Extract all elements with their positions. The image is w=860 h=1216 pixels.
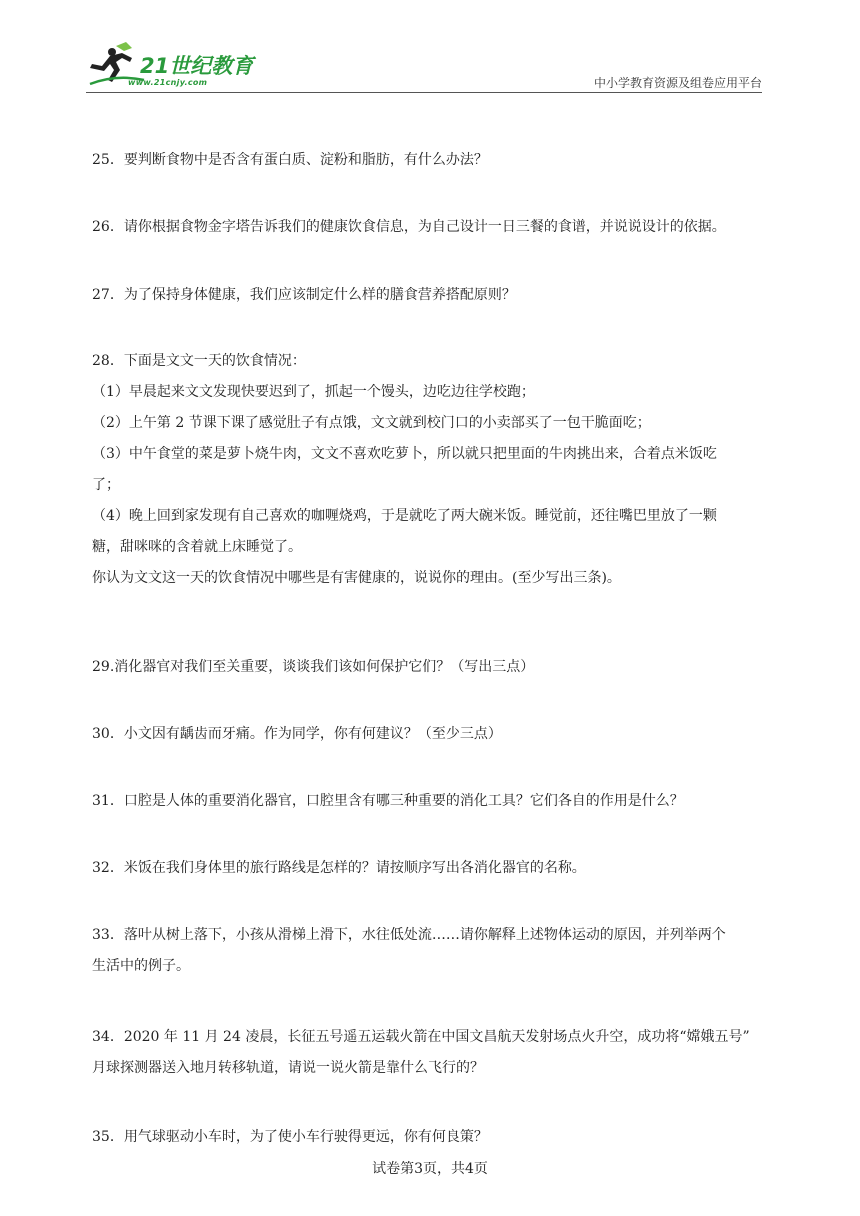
question-line: 27．为了保持身体健康，我们应该制定什么样的膳食营养搭配原则？ <box>92 287 516 303</box>
page-footer: 试卷第3页，共4页 <box>372 1161 488 1177</box>
question-line: 31．口腔是人体的重要消化器官，口腔里含有哪三种重要的消化工具？它们各自的作用是什么？ <box>92 793 684 809</box>
question-line: 28．下面是文文一天的饮食情况： <box>92 353 306 369</box>
question-line: 26．请你根据食物金字塔告诉我们的健康饮食信息，为自己设计一日三餐的食谱，并说说设计的依据。 <box>92 219 726 235</box>
question-line: 了； <box>92 477 120 493</box>
question-line: 32．米饭在我们身体里的旅行路线是怎样的？请按顺序写出各消化器官的名称。 <box>92 860 586 876</box>
question-27 <box>92 280 782 311</box>
question-35 <box>92 1122 782 1153</box>
question-28 <box>92 346 782 594</box>
question-line: 25．要判断食物中是否含有蛋白质、淀粉和脂肪，有什么办法？ <box>92 152 488 168</box>
question-26 <box>92 212 782 243</box>
header-divider <box>86 92 762 93</box>
question-line: 月球探测器送入地月转移轨道，请说一说火箭是靠什么飞行的？ <box>92 1060 484 1076</box>
question-34 <box>92 1022 782 1084</box>
question-line: 34．2020 年 11 月 24 凌晨，长征五号遥五运载火箭在中国文昌航天发射场点火升空，成功将“嫦娥五号” <box>92 1029 750 1045</box>
logo <box>86 40 266 92</box>
question-32 <box>92 853 782 884</box>
question-29 <box>92 652 782 683</box>
question-30 <box>92 719 782 750</box>
question-line: 33．落叶从树上落下，小孩从滑梯上滑下，水往低处流……请你解释上述物体运动的原因，并列举两个 <box>92 927 726 943</box>
question-31 <box>92 786 782 817</box>
logo-text: 21世纪教育 <box>140 54 254 78</box>
question-line: （3）中午食堂的菜是萝卜烧牛肉，文文不喜欢吃萝卜，所以就只把里面的牛肉挑出来，合着点米饭吃 <box>92 446 717 462</box>
question-line: （4）晚上回到家发现有自己喜欢的咖喱烧鸡，于是就吃了两大碗米饭。睡觉前，还往嘴巴里放了一颗 <box>92 508 717 524</box>
question-line: 29.消化器官对我们至关重要，谈谈我们该如何保护它们？（写出三点） <box>92 659 535 675</box>
question-line: 生活中的例子。 <box>92 958 190 974</box>
question-line: 你认为文文这一天的饮食情况中哪些是有害健康的，说说你的理由。(至少写出三条)。 <box>92 570 621 586</box>
question-line: （2）上午第 2 节课下课了感觉肚子有点饿，文文就到校门口的小卖部买了一包干脆面吃； <box>92 415 651 431</box>
question-line: 30．小文因有龋齿而牙痛。作为同学，你有何建议？（至少三点） <box>92 726 502 742</box>
platform-title: 中小学教育资源及组卷应用平台 <box>593 76 762 90</box>
question-line: （1）早晨起来文文发现快要迟到了，抓起一个馒头，边吃边往学校跑； <box>92 384 535 400</box>
logo-url: www.21cnjy.com <box>128 78 208 87</box>
page-header <box>0 0 860 100</box>
question-line: 糖，甜咪咪的含着就上床睡觉了。 <box>92 539 302 555</box>
question-33 <box>92 920 782 982</box>
question-line: 35．用气球驱动小车时，为了使小车行驶得更远，你有何良策？ <box>92 1129 488 1145</box>
question-25 <box>92 145 782 176</box>
